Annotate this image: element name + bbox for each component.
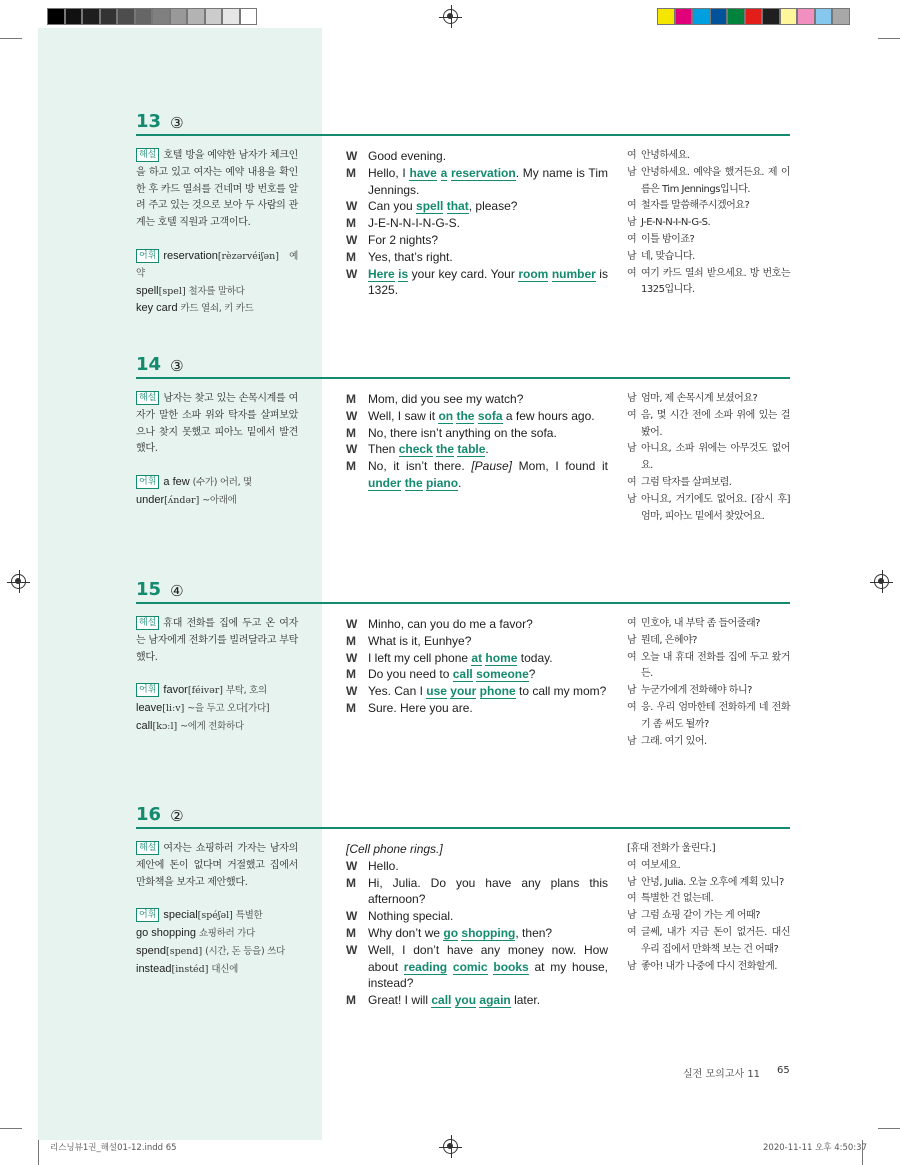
vocab-word: leave [136,702,163,715]
speaker-label: W [346,266,358,281]
vocab-pronunciation: [spéʃəl] [197,910,233,922]
explanation [136,391,298,458]
speaker-label: M [346,165,356,180]
translation-line [627,734,790,751]
translation-text: 좋아! 내가 나중에 다시 전화할게. [641,960,777,972]
script-line [346,458,608,492]
explanation [136,148,298,232]
question-section-15 [136,575,790,747]
vocab-tag: 어휘 [136,249,159,263]
crop-mark [878,1128,900,1129]
section-header [136,107,790,136]
speaker-label: 여 [627,150,637,161]
answer-mark: ③ [170,114,184,132]
color-swatch [710,8,728,25]
explanation-tag: 해설 [136,148,159,162]
listening-script [346,616,608,717]
script-text: Well, I saw it on the sofa a few hours ago. [368,408,595,423]
script-text: Great! I will call you again later. [368,993,541,1008]
script-line [346,942,608,992]
translation-text: 여보세요. [641,859,681,871]
speaker-label: 여 [627,893,637,905]
vocab-pronunciation: [ʌ́ndər] [164,494,200,506]
vocab-word: under [136,493,165,506]
vocab-meaning: 철자를 말하다 [188,285,245,297]
vocab-meaning: 특별한 [235,910,263,922]
script-text: Hello. [368,858,399,873]
translation-line [627,492,790,526]
translation-text: [휴대 전화가 울린다.] [627,843,716,854]
script-text: No, it isn’t there. [Pause] Mom, I found it under the piano. [368,459,608,490]
page-number: 65 [777,1065,790,1076]
vocab-word: instead [136,962,172,975]
script-line [346,633,608,650]
translation [627,391,790,525]
vocab-item [136,925,298,943]
translation-text: 그럼 쇼핑 같이 가는 게 어때? [641,910,760,922]
registration-mark-bottom [443,1139,458,1154]
color-swatch [657,8,675,25]
script-line [346,232,608,249]
question-section-16 [136,800,790,1008]
translation-line [627,249,790,266]
translation-line [627,841,790,858]
speaker-label: M [346,875,356,890]
translation-text: 누군가에게 전화해야 하니? [641,685,752,697]
vocab-item [136,682,298,700]
vocab-word: special [163,909,198,922]
speaker-label: W [346,909,358,924]
script-text: Sure. Here you are. [368,700,473,715]
translation-line [627,475,790,492]
vocab-item [136,300,298,318]
vocab-item [136,943,298,961]
explanation-column [136,841,298,979]
translation-text: 응. 우리 엄마한테 전화하게 네 전화기 좀 써도 될까? [641,701,790,730]
speaker-label: W [346,408,358,423]
speaker-label: M [346,700,356,715]
vocab-word: reservation [163,249,218,262]
translation-text: 아니요, 소파 위에는 아무것도 없어요. [641,443,790,472]
vocab-word: key card [136,302,178,315]
translation-line [627,215,790,232]
speaker-label: W [346,858,358,873]
translation-text: 그럼 탁자를 살펴보렴. [641,476,732,488]
script-text: Yes. Can I use your phone to call my mom? [368,684,607,699]
translation-text: 오늘 내 휴대 전화를 집에 두고 왔거든. [641,651,790,680]
vocab-meaning: 카드 열쇠, 키 카드 [180,303,254,315]
speaker-label: M [346,633,356,648]
translation [627,616,790,750]
crop-mark [38,1140,39,1165]
speaker-label: 남 [627,634,637,646]
speaker-label: 남 [627,166,637,178]
vocab-word: call [136,719,153,732]
vocab-word: go shopping [136,927,196,940]
color-swatch [762,8,780,25]
translation [627,148,790,299]
vocab-meaning: ~에게 전화하다 [180,720,244,732]
color-swatch [745,8,763,25]
script-text: Hello, I have a reservation. My name is Tim Jennings. [368,165,608,197]
vocab-meaning: 예약 [136,250,298,279]
speaker-label: 남 [627,217,637,229]
speaker-label: 여 [627,409,637,421]
translation-line [627,198,790,215]
script-text: J-E-N-N-I-N-G-S. [368,216,460,231]
script-line [346,616,608,633]
answer-mark: ③ [170,357,184,375]
crop-mark [0,38,22,39]
speaker-label: W [346,199,358,214]
vocab-item [136,248,298,283]
vocab-pronunciation: [kɔːl] [152,720,178,732]
color-swatch [780,8,798,25]
vocab-item [136,283,298,301]
script-text: Yes, that’s right. [368,249,453,264]
translation-text: 글쎄, 내가 지금 돈이 없거든. 대신 우리 집에서 만화책 보는 건 어때? [641,926,790,955]
grayscale-color-bar [47,8,257,25]
translation-line [627,925,790,959]
translation-text: 여기 카드 열쇠 받으세요. 방 번호는 1325입니다. [641,267,790,296]
print-date-info: 2020-11-11 오후 4:50:37 [763,1143,867,1153]
speaker-label: M [346,249,356,264]
vocab-item [136,492,298,510]
script-line [346,858,608,875]
speaker-label: 남 [627,250,637,262]
vocab-meaning: 부탁, 호의 [225,685,267,697]
script-line [346,425,608,442]
script-text: [Cell phone rings.] [346,842,443,856]
gray-swatch [240,8,258,25]
speaker-label: 남 [627,876,637,888]
vocab-item [136,718,298,736]
color-swatch [675,8,693,25]
explanation-tag: 해설 [136,391,159,405]
script-line [346,650,608,667]
translation-line [627,700,790,734]
speaker-label: 여 [627,233,637,245]
script-line [346,683,608,700]
explanation-tag: 해설 [136,841,159,855]
vocab-meaning: ~아래에 [202,494,237,506]
translation-text: 음, 몇 시간 전에 소파 위에 있는 걸 봤어. [641,409,790,438]
script-line [346,908,608,925]
section-header [136,575,790,604]
vocab-word: spell [136,284,159,297]
translation-line [627,683,790,700]
script-line [346,841,608,858]
vocab-meaning: 대신에 [211,963,238,975]
explanation-text: 남자는 찾고 있는 손목시계를 여자가 말한 소파 위와 탁자를 살펴보았으나 찾지 못했고 피아노 밑에서 발견했다. [136,393,298,455]
translation [627,841,790,975]
speaker-label: M [346,925,356,940]
question-section-13 [136,107,790,315]
speaker-label: M [346,459,356,474]
translation-text: 아니요, 거기에도 없어요. [잠시 후] 엄마, 피아노 밑에서 찾았어요. [641,493,790,522]
translation-line [627,408,790,442]
gray-swatch [135,8,153,25]
vocabulary [136,474,298,510]
vocabulary [136,682,298,735]
question-section-14 [136,350,790,522]
speaker-label: 남 [627,443,637,455]
translation-text: 안녕하세요. [641,150,690,161]
script-line [346,148,608,165]
translation-text: 철자를 말씀해주시겠어요? [641,200,750,212]
vocab-word: a few [163,476,190,489]
translation-text: 안녕, Julia. 오늘 오후에 계획 있니? [641,876,784,888]
translation-line [627,391,790,408]
explanation-column [136,391,298,510]
vocab-word: spend [136,944,166,957]
script-line [346,408,608,425]
script-line [346,925,608,942]
script-line [346,992,608,1009]
translation-text: J-E-N-N-I-N-G-S. [641,217,711,229]
vocab-tag: 어휘 [136,475,159,489]
translation-line [627,165,790,199]
speaker-label: M [346,392,356,406]
gray-swatch [100,8,118,25]
speaker-label: W [346,149,358,163]
color-swatch [797,8,815,25]
question-number: 15 [136,579,162,600]
vocab-pronunciation: [spel] [158,285,186,297]
explanation [136,616,298,666]
speaker-label: 여 [627,859,637,871]
translation-text: 특별한 건 없는데. [641,893,714,905]
question-number: 13 [136,111,162,132]
speaker-label: W [346,684,358,699]
crop-mark [0,1128,22,1129]
translation-line [627,148,790,165]
explanation [136,841,298,891]
color-swatch [692,8,710,25]
explanation-text: 휴대 전화를 집에 두고 온 여자는 남자에게 전화기를 빌려달라고 부탁했다. [136,618,298,663]
vocab-meaning: ~을 두고 오다[가다] [187,703,270,715]
script-line [346,215,608,232]
script-line [346,875,608,909]
speaker-label: 여 [627,267,637,279]
script-line [346,666,608,683]
script-text: Nothing special. [368,909,454,924]
speaker-label: M [346,993,356,1008]
print-file-info: 리스닝뷰1권_해설01-12.indd 65 [50,1143,177,1153]
speaker-label: 남 [627,685,637,697]
speaker-label: 남 [627,960,637,972]
vocab-pronunciation: [rèzərvéiʃən] [217,250,279,262]
vocabulary [136,248,298,318]
speaker-label: M [346,667,356,682]
translation-line [627,858,790,875]
speaker-label: 여 [627,701,637,713]
script-line [346,266,608,300]
listening-script [346,148,608,299]
translation-text: 그래. 여기 있어. [641,735,707,747]
vocab-item [136,700,298,718]
color-swatch [832,8,850,25]
speaker-label: 여 [627,618,637,629]
crop-mark [878,38,900,39]
translation-text: 안녕하세요. 예약을 했거든요. 제 이름은 Tim Jennings입니다. [641,166,790,195]
script-line [346,249,608,266]
gray-swatch [65,8,83,25]
section-header [136,350,790,379]
script-text: Well, I don’t have any money now. How about reading comic books at my house, instead? [368,942,608,991]
color-swatch [815,8,833,25]
explanation-column [136,148,298,318]
vocab-meaning: 쇼핑하러 가다 [198,928,255,940]
script-text: Do you need to call someone? [368,667,536,682]
translation-line [627,616,790,633]
gray-swatch [170,8,188,25]
speaker-label: W [346,232,358,247]
script-text: No, there isn’t anything on the sofa. [368,425,557,440]
speaker-label: 여 [627,651,637,663]
vocab-meaning: (시간, 돈 등을) 쓰다 [205,945,285,957]
translation-line [627,441,790,475]
translation-text: 민호야, 내 부탁 좀 들어줄래? [641,618,760,629]
script-text: Hi, Julia. Do you have any plans this afternoon? [368,875,608,907]
gray-swatch [222,8,240,25]
vocab-item [136,907,298,925]
speaker-label: 남 [627,735,637,747]
script-line [346,391,608,408]
script-line [346,165,608,199]
script-text: Here is your key card. Your room number is 1325. [368,266,608,298]
script-text: What is it, Eunhye? [368,633,472,648]
translation-line [627,875,790,892]
speaker-label: W [346,442,358,457]
footer-test-title: 실전 모의고사 11 [683,1069,761,1080]
speaker-label: W [346,617,358,631]
explanation-text: 호텔 방을 예약한 남자가 체크인을 하고 있고 여자는 예약 내용을 확인한 후 카드 열쇠를 건네며 방 번호를 알려 주고 있는 것으로 보아 두 사람의 관계는 호텔 직원과 고객이다. [136,150,298,229]
answer-mark: ④ [170,582,184,600]
script-line [346,198,608,215]
speaker-label: 여 [627,476,637,488]
vocab-pronunciation: [féivər] [187,685,223,697]
vocab-tag: 어휘 [136,908,159,922]
translation-line [627,633,790,650]
listening-script [346,391,608,492]
registration-mark-right [874,574,889,589]
cmyk-color-bar [657,8,850,25]
vocab-item [136,474,298,492]
speaker-label: M [346,216,356,231]
translation-text: 엄마, 제 손목시계 보셨어요? [641,393,758,404]
explanation-text: 여자는 쇼핑하러 가자는 남자의 제안에 돈이 없다며 거절했고 집에서 만화책을 보자고 제안했다. [136,843,298,888]
translation-line [627,650,790,684]
speaker-label: 남 [627,910,637,922]
script-line [346,441,608,458]
vocab-meaning: (수가) 어러, 몇 [192,477,252,489]
translation-line [627,908,790,925]
translation-text: 네, 맞습니다. [641,250,695,262]
translation-text: 이틀 밤이죠? [641,233,695,245]
translation-line [627,266,790,300]
script-text: I left my cell phone at home today. [368,650,553,665]
color-swatch [727,8,745,25]
script-text: Can you spell that, please? [368,199,518,214]
speaker-label: 남 [627,493,637,505]
speaker-label: W [346,650,358,665]
vocab-word: favor [163,684,188,697]
vocab-pronunciation: [spend] [165,945,203,957]
registration-mark-left [11,574,26,589]
explanation-column [136,616,298,736]
gray-swatch [205,8,223,25]
section-header [136,800,790,829]
script-text: Good evening. [368,149,447,163]
speaker-label: 여 [627,200,637,212]
question-number: 16 [136,804,162,825]
script-text: Then check the table. [368,442,489,457]
translation-text: 뭔데, 은혜야? [641,634,697,646]
script-text: Why don’t we go shopping, then? [368,925,553,940]
speaker-label: M [346,425,356,440]
registration-mark-top [443,9,458,24]
speaker-label: 여 [627,926,637,938]
script-text: Mom, did you see my watch? [368,392,524,406]
vocab-item [136,961,298,979]
gray-swatch [187,8,205,25]
translation-line [627,232,790,249]
vocabulary [136,907,298,978]
script-text: Minho, can you do me a favor? [368,617,533,631]
listening-script [346,841,608,1009]
translation-line [627,959,790,976]
question-number: 14 [136,354,162,375]
gray-swatch [117,8,135,25]
speaker-label: 남 [627,393,637,404]
gray-swatch [47,8,65,25]
explanation-tag: 해설 [136,616,159,630]
translation-line [627,891,790,908]
vocab-pronunciation: [liːv] [162,703,185,715]
answer-mark: ② [170,807,184,825]
script-text: For 2 nights? [368,232,439,247]
script-line [346,700,608,717]
speaker-label: W [346,942,358,957]
vocab-tag: 어휘 [136,683,159,697]
gray-swatch [152,8,170,25]
vocab-pronunciation: [instéd] [171,963,209,975]
gray-swatch [82,8,100,25]
